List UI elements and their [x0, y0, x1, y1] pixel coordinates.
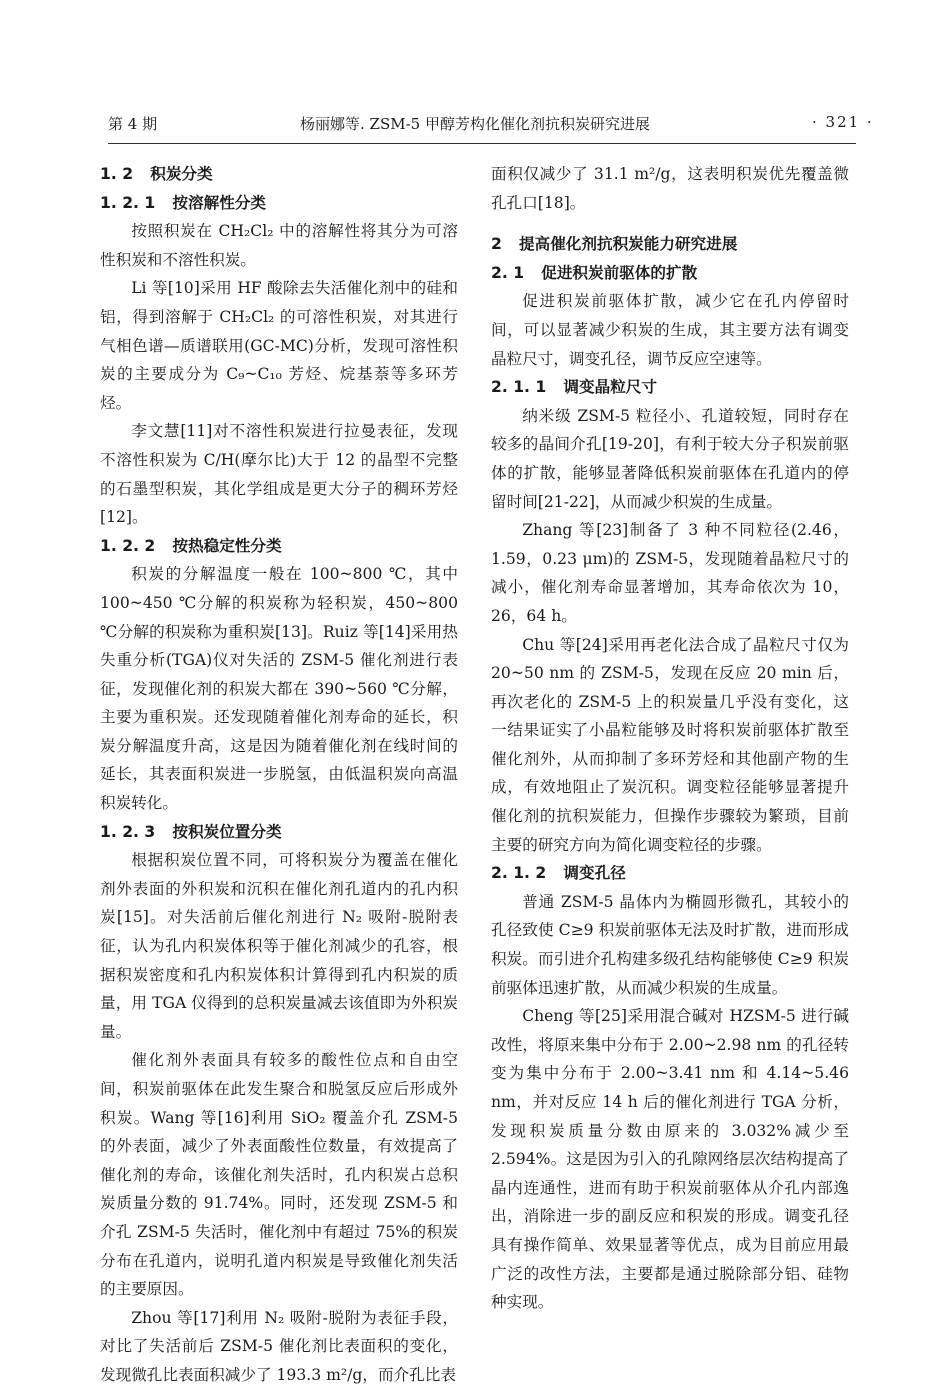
section-number: 2. 1 [491, 263, 525, 282]
section-gap [491, 217, 849, 230]
section-number: 1. 2. 3 [100, 822, 156, 841]
paragraph: Zhang 等[23]制备了 3 种不同粒径(2.46，1.59，0.23 μm)的 ZSM-5，发现随着晶粒尺寸的减小，催化剂寿命显著增加，其寿命依次为 10，26，64 h。 [491, 521, 849, 625]
section-title: 积炭分类 [150, 165, 213, 183]
section-number: 1. 2. 2 [100, 536, 156, 555]
section-2-heading [491, 230, 849, 259]
section-1-2-heading [100, 160, 458, 189]
left-column [100, 160, 458, 1390]
section-title: 按热稳定性分类 [172, 536, 282, 555]
section-number: 1. 2 [100, 165, 134, 183]
header-page-number: · 321 · [812, 113, 874, 131]
header-title: 杨丽娜等. ZSM-5 甲醇芳构化催化剂抗积炭研究进展 [300, 115, 650, 133]
header-rule [108, 143, 856, 144]
section-number: 2. 1. 2 [491, 864, 547, 883]
paragraph: 促进积炭前驱体扩散，减少它在孔内停留时间，可以显著减少积炭的生成，其主要方法有调变晶粒尺寸，调变孔径，调节反应空速等。 [491, 292, 849, 368]
paragraph: 普通 ZSM-5 晶体内为椭圆形微孔，其较小的孔径致使 C≥9 积炭前驱体无法及时扩散，进而形成积炭。而引进介孔构建多级孔结构能够使 C≥9 积炭前驱体迅速扩散，从而减少积炭的生成量。 [491, 892, 849, 997]
section-2-1-1-heading [491, 373, 849, 402]
paragraph: 纳米级 ZSM-5 粒径小、孔道较短，同时存在较多的晶间介孔[19-20]，有利于较大分子积炭前驱体的扩散，能够显著降低积炭前驱体在孔道内的停留时间[21-22]，从而减少积炭的生成量。 [491, 406, 849, 511]
section-title: 促进积炭前驱体的扩散 [541, 263, 698, 282]
paragraph: 按照积炭在 CH₂Cl₂ 中的溶解性将其分为可溶性积炭和不溶性积炭。 [100, 222, 458, 269]
paragraph: 李文慧[11]对不溶性积炭进行拉曼表征，发现不溶性积炭为 C/H(摩尔比)大于 12 的晶型不完整的石墨型积炭，其化学组成是更大分子的稠环芳烃[12]。 [100, 422, 458, 527]
section-title: 调变孔径 [563, 864, 626, 883]
section-title: 调变晶粒尺寸 [563, 378, 657, 397]
paragraph: Zhou 等[17]利用 N₂ 吸附-脱附为表征手段，对比了失活前后 ZSM-5 催化剂比表面积的变化，发现微孔比表面积减少了 193.3 m²/g，而介孔比表 [100, 1308, 458, 1384]
header-issue: 第 4 期 [108, 115, 158, 133]
section-1-2-2-heading [100, 532, 458, 561]
section-title: 提高催化剂抗积炭能力研究进展 [519, 235, 738, 254]
section-number: 2. 1. 1 [491, 378, 547, 397]
paragraph-continued: 面积仅减少了 31.1 m²/g，这表明积炭优先覆盖微孔孔口[18]。 [491, 165, 849, 212]
paragraph: 根据积炭位置不同，可将积炭分为覆盖在催化剂外表面的外积炭和沉积在催化剂孔道内的孔内积炭[15]。对失活前后催化剂进行 N₂ 吸附-脱附表征，认为孔内积炭体积等于催化剂减少的孔容，根据积炭密度和孔内积炭体积计算得到孔内积炭的质量，用 TGA 仪得到的总积炭量减去该值即为外积炭量。 [100, 851, 458, 1041]
paragraph: Li 等[10]采用 HF 酸除去失活催化剂中的硅和铝，得到溶解于 CH₂Cl₂ 的可溶性积炭，对其进行气相色谱—质谱联用(GC-MC)分析，发现可溶性积炭的主要成分为 C₉~C₁₀ 芳烃、烷基萘等多环芳烃。 [100, 279, 458, 412]
section-2-1-2-heading [491, 859, 849, 888]
section-number: 2 [491, 235, 502, 254]
section-1-2-3-heading [100, 818, 458, 847]
section-number: 1. 2. 1 [100, 193, 156, 212]
paragraph: 催化剂外表面具有较多的酸性位点和自由空间，积炭前驱体在此发生聚合和脱氢反应后形成外积炭。Wang 等[16]利用 SiO₂ 覆盖介孔 ZSM-5 的外表面，减少了外表面酸性位数量，有效提高了催化剂的寿命，该催化剂失活时，孔内积炭占总积炭质量分数的 91.74%。同时，还发现 ZSM-5 和介孔 ZSM-5 失活时，催化剂中有超过 75%的积炭分布在孔道内，说明孔道内积炭是导致催化剂失活的主要原因。 [100, 1051, 458, 1299]
paragraph: Cheng 等[25]采用混合碱对 HZSM-5 进行碱改性，将原来集中分布于 2.00~2.98 nm 的孔径转变为集中分布于 2.00~3.41 nm 和 4.14~5.46 nm，并对反应 14 h 后的催化剂进行 TGA 分析，发现积炭质量分数由原来的 3.032%减少至 2.594%。这是因为引入的孔隙网络层次结构提高了晶内连通性，进而有助于积炭前驱体从介孔内部逸出，消除进一步的副反应和积炭的形成。调变孔径具有操作简单、效果显著等优点，成为目前应用最广泛的改性方法，主要都是通过脱除部分铝、硅物种实现。 [491, 1007, 849, 1312]
section-title: 按积炭位置分类 [172, 822, 282, 841]
right-column [491, 160, 849, 1317]
paragraph: 积炭的分解温度一般在 100~800 ℃，其中 100~450 ℃分解的积炭称为轻积炭，450~800 ℃分解的积炭称为重积炭[13]。Ruiz 等[14]采用热失重分析(TGA)仪对失活的 ZSM-5 催化剂进行表征，发现催化剂的积炭大都在 390~560 ℃分解，主要为重积炭。还发现随着催化剂寿命的延长，积炭分解温度升高，这是因为随着催化剂在线时间的延长，其表面积炭进一步脱氢，由低温积炭向高温积炭转化。 [100, 565, 458, 813]
section-title: 按溶解性分类 [172, 193, 266, 212]
paragraph: Chu 等[24]采用再老化法合成了晶粒尺寸仅为 20~50 nm 的 ZSM-5，发现在反应 20 min 后，再次老化的 ZSM-5 上的积炭量几乎没有变化，这一结果证实了小晶粒能够及时将积炭前驱体扩散至催化剂外，从而抑制了多环芳烃和其他副产物的生成，有效地阻止了炭沉积。调变粒径能够显著提升催化剂的抗积炭能力，但操作步骤较为繁琐，目前主要的研究方向为简化调变粒径的步骤。 [491, 635, 849, 854]
section-2-1-heading [491, 259, 849, 288]
section-1-2-1-heading [100, 189, 458, 218]
